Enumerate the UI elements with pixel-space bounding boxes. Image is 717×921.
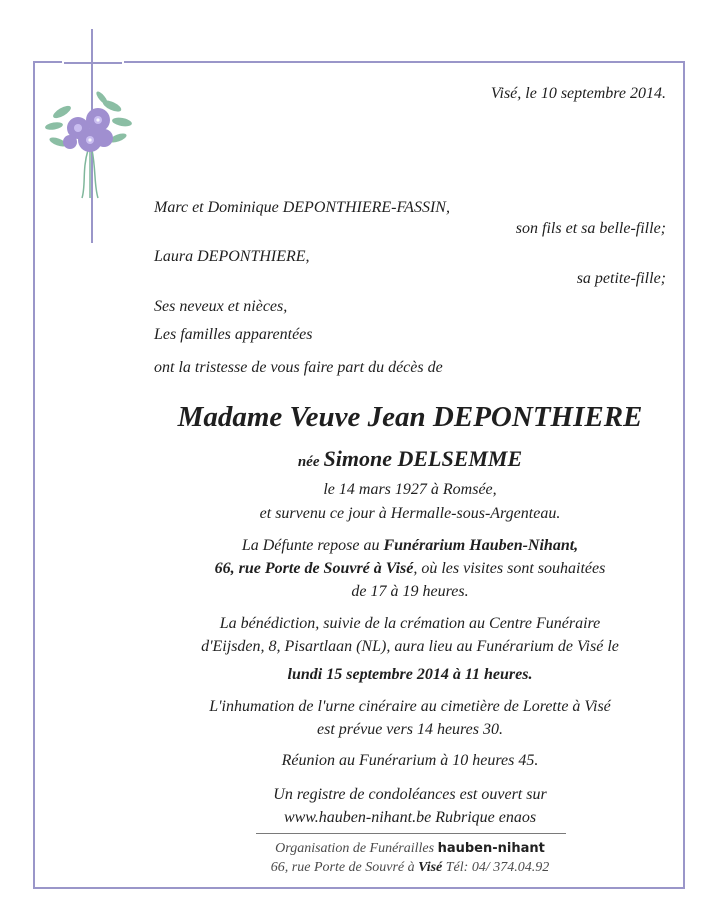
benediction-line-2: d'Eijsden, 8, Pisartlaan (NL), aura lieu au Funérarium de Visé le [201, 638, 619, 655]
nee-prefix: née [297, 454, 320, 470]
registre-line-1: Un registre de condoléances est ouvert sur [273, 786, 547, 803]
footer-divider [256, 833, 566, 834]
benediction-line-1: La bénédiction, suivie de la crémation au Centre Funéraire [219, 615, 601, 632]
repose-place: Funérarium Hauben-Nihant, [383, 537, 579, 554]
registre-link[interactable]: www.hauben-nihant.be Rubrique enaos [283, 809, 537, 826]
family-line-2: Laura DEPONTHIERE, [154, 248, 310, 265]
death-line: et survenu ce jour à Hermalle-sous-Argenteau. [259, 505, 561, 522]
footer-phone: Tél: 04/ 374.04.92 [445, 860, 550, 875]
date-line: Visé, le 10 septembre 2014. [490, 85, 666, 102]
inhumation-line-2: est prévue vers 14 heures 30. [316, 721, 504, 738]
repose-visits: , où les visites sont souhaitées [413, 560, 606, 577]
repose-prefix: La Défunte repose au [241, 537, 380, 554]
flower-bouquet-icon [42, 90, 134, 200]
family-line-1: Marc et Dominique DEPONTHIERE-FASSIN, [154, 199, 450, 216]
benediction-date: lundi 15 septembre 2014 à 11 heures. [287, 666, 533, 683]
family-line-3: Ses neveux et nièces, [154, 298, 288, 315]
inhumation-line-1: L'inhumation de l'urne cinéraire au cimetière de Lorette à Visé [209, 698, 611, 715]
family-relation-1: son fils et sa belle-fille; [515, 220, 666, 237]
nee-name: Simone DELSEMME [323, 446, 523, 471]
announcement-line: ont la tristesse de vous faire part du décès de [154, 359, 443, 376]
repose-address: 66, rue Porte de Souvré à Visé [214, 560, 414, 577]
cross-horizontal [64, 62, 122, 64]
reunion-line: Réunion au Funérarium à 10 heures 45. [281, 752, 539, 769]
deceased-name: Madame Veuve Jean DEPONTHIERE [177, 401, 643, 433]
nee-line [150, 446, 670, 475]
birth-line: le 14 mars 1927 à Romsée, [323, 481, 497, 498]
footer-org-line [150, 840, 670, 858]
repose-line-1 [150, 535, 670, 557]
repose-hours: de 17 à 19 heures. [351, 583, 469, 600]
footer-address-city: Visé [418, 860, 443, 875]
footer-address-line [150, 859, 670, 877]
family-relation-2: sa petite-fille; [576, 270, 666, 287]
footer-org-prefix: Organisation de Funérailles [275, 841, 435, 856]
repose-line-2 [150, 558, 670, 580]
footer-brand-logo: hauben-nihant [437, 841, 545, 856]
footer-address-prefix: 66, rue Porte de Souvré à [270, 860, 415, 875]
family-line-4: Les familles apparentées [154, 326, 313, 343]
